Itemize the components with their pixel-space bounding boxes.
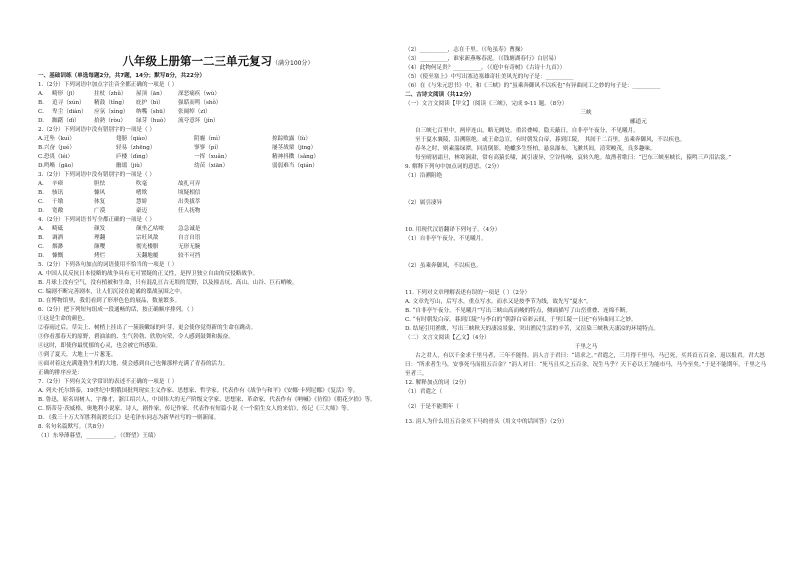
option-line: B. 月球上没有空气，没有植被和生命，只有混乱亘古无垠的荒野，以及撞击坑、高山、山谷、巨石峭峻。	[38, 280, 298, 286]
option-cell: 一挥（xuǎn）	[194, 154, 231, 160]
question-4-options	[38, 225, 398, 261]
option-cell: 理翻	[94, 235, 106, 241]
option-cell: 吹毫	[136, 181, 148, 187]
passage-line: 春冬之时，则素湍绿潭，回清倒影。绝巘多生怪柏，悬泉瀑布，飞漱其间，清荣峻茂，良多趣味。	[415, 146, 656, 152]
option-cell: D.	[38, 208, 45, 214]
option-row	[38, 117, 398, 126]
page-title	[38, 53, 398, 69]
question-9-1: （1）沿溯阻绝	[405, 173, 443, 179]
sentence-item: ⑥面对着这充满蓬勃生机的大地，使会感到自己也像那样充满了青春的活力。	[38, 361, 229, 367]
option-cell: 弱弱难当（qián）	[272, 163, 318, 169]
option-line: D. 结尾引用渔歌，写出三峡秋天的凄凉景象，突出渔民生活的辛苦，又渲染三峡秋天凄凉的环境特点。	[405, 326, 659, 332]
option-cell: 天翻地覆	[136, 253, 159, 259]
option-cell: A.	[38, 226, 44, 232]
option-cell: 颜发	[94, 226, 106, 232]
option-cell: A.迁坠（kuì）	[38, 136, 75, 142]
option-cell: 踟躇（dì）	[52, 118, 80, 124]
passage-title-sanxia: 三峡	[580, 110, 592, 116]
option-cell: 纳嘴（shū）	[136, 109, 169, 115]
passage-author: 郦道元	[630, 119, 647, 125]
option-cell: 胆怯	[94, 181, 106, 187]
question-11-options	[405, 298, 767, 334]
option-cell: 庇护（bì）	[136, 100, 164, 106]
option-cell: 流夸意坏（jìn）	[178, 118, 219, 124]
question-2: 2.（2分）下列词语中没有错别字的一项是（ ）	[38, 127, 155, 133]
option-cell: C.恐畏（léi）	[38, 154, 74, 160]
sentence-item: ③你看那春天的原野，碧油油的、生气勃勃、欣欣向荣，令人感到鼓舞和振奋。	[38, 334, 234, 340]
question-12-1: （1）君遣之（	[405, 389, 443, 395]
option-cell: 骇讯	[52, 190, 64, 196]
option-row	[38, 207, 398, 216]
question-1-options	[38, 90, 398, 126]
title-score: （满分100分）	[272, 60, 314, 67]
option-cell: 千墩	[52, 199, 64, 205]
option-row	[38, 135, 398, 144]
question-11: 11. 下列对文章理解表述有误的一项是（ ）（2分）	[405, 290, 531, 296]
option-cell: 强聒而鸣（shǒ）	[178, 100, 222, 106]
option-cell: B.	[38, 190, 44, 196]
option-row	[38, 144, 398, 153]
option-line: B. 鲁迅，原名周树人，字豫才，浙江绍兴人，中国伟大的无产阶级文学家、思想家、革命家，代表作有《呐喊》《彷徨》《朝花夕拾》等。	[38, 397, 376, 403]
option-cell: 屋顶（ān）	[136, 91, 166, 97]
passage-line: 至于夏水襄陵，沿溯阻绝。或王命急宣，有时朝发白帝，暮到江陵， 其间千二百里，虽乘奔御风，不以疾也。	[415, 137, 686, 143]
dictation-line: （4）此物何足贵？__________。（《庭中有奇树》《古诗十九首》）	[405, 65, 566, 71]
option-cell: C.	[38, 244, 44, 250]
option-cell: 较不可挡	[178, 253, 201, 259]
option-cell: 拄杖（zhǔ）	[94, 91, 127, 97]
option-row	[38, 99, 398, 108]
question-4: 4.（2分）下列词语书写全都正确的一项是（ ）	[38, 217, 155, 223]
question-13: 13. 涓人为什么用五百金买下马的骨头（用文中的话回答）（2分）	[405, 419, 568, 425]
option-line: C. 斯蒂芬·茨威格，奥地利小说家、诗人，剧作家，传记作家。代表作有短篇小说《一个陌生女人的来信》，传记《三大师》等。	[38, 406, 353, 412]
option-cell: 张阔绰（zī）	[178, 109, 211, 115]
option-cell: 绿芽（huò）	[136, 118, 169, 124]
option-cell: 自言自语	[178, 235, 201, 241]
option-cell: 体复	[94, 199, 106, 205]
option-row	[38, 189, 398, 198]
sentence-item: ④这时，即使你最忧郁的心灵，也会被它所感染。	[38, 343, 162, 349]
passage-paragraph: 古之君人，有以千金求千里马者，三年不能得。涓人言于君曰：“请求之。”君遣之，三月得千里马，马已死，买其首五百金，返以报君。君大怒曰：“所求者生马，安事死马而捐五百金？”涓人对曰：“死马且买之五百金，况生马乎？天下必以王为能市马，马今至矣。”于是不能期年，千里之马至者三。	[405, 353, 767, 377]
question-10-1: （1）自非亭午夜分，不见曦月。	[405, 236, 487, 242]
option-row	[38, 252, 398, 261]
option-cell: 出类拔萃	[178, 199, 201, 205]
option-line: A. 中国人民反抗日本侵略的战争具有无可置疑的正义性，是捍卫独立自由的反侵略战争。	[38, 271, 259, 277]
question-1: 1.（2分）下列词语中加点字注音全都正确的一项是（ ）	[38, 82, 178, 88]
question-8-1: （1）东皋薄暮望，__________。（《野望》王绩）	[38, 433, 160, 439]
option-cell: 深恶痛疾（wù）	[178, 91, 220, 97]
option-cell: 轻易（zhēng）	[116, 145, 156, 151]
option-line: A. 文章先写山，后写水，重点写水。而水又是按季节为线，故先写“夏水”。	[405, 299, 592, 305]
option-cell: 颠嘤	[94, 244, 106, 250]
option-row	[38, 108, 398, 117]
sentence-item: ⑤到了夏天，大地上一片葱茏。	[38, 352, 117, 358]
option-row	[38, 153, 398, 162]
dictation-lines	[405, 46, 767, 91]
option-row	[38, 198, 398, 207]
option-cell: 故扎可弄	[178, 181, 201, 187]
passage-sanxia	[405, 127, 767, 163]
option-cell: 调洒	[52, 235, 64, 241]
option-cell: 畸砥	[52, 226, 64, 232]
title-main: 八年级上册第一二三单元复习	[122, 54, 273, 68]
option-line: C. “有时朝发白帝，暮到江陵”与李白的“朝辞白帝彩云间，千里江陵一日还”有异曲同工之妙。	[405, 317, 637, 323]
option-cell: 无形无腕	[178, 244, 201, 250]
option-cell: 翅膀（qiào）	[116, 136, 151, 142]
question-5: 5.（2分）下列各句加点的词语使用不恰当的一项是（ ）	[38, 262, 178, 268]
question-6: 6.（2分）把下列短句组成一段通畅的话，按正确顺序排列。（ ）	[38, 307, 197, 313]
option-cell: 烤烂	[94, 253, 106, 259]
option-cell: 拾熟（ròu）	[94, 118, 127, 124]
option-row	[38, 180, 398, 189]
option-cell: B.	[38, 100, 44, 106]
question-7: 7.（2分）下列有关文学常识的表述不正确的一项是（ ）	[38, 379, 178, 385]
option-cell: 急急诚是	[178, 226, 201, 232]
option-cell: 嗜欺	[136, 190, 148, 196]
question-8: 8. 名句名篇默写。（共8分）	[38, 424, 108, 430]
section-basic-training: 一、基础训练（单选每题2分，共7题，14分；默写8分，共22分）	[38, 73, 206, 79]
option-cell: 应氛（xìng）	[94, 109, 129, 115]
option-cell: 卑尘（diàn）	[52, 109, 87, 115]
passage-line: 每至晴初霜旦，林寒涧肃，常有高猿长啸，属引凄异，空谷传响，哀转久绝。故渔者歌曰：“巴东三峡巫峡长，猿鸣三声泪沾裳。”	[415, 155, 732, 161]
option-line: C. 编剧不断完善剧本，让人们沉浸在诡谲的谍战氛围之中。	[38, 289, 186, 295]
question-7-options	[38, 387, 398, 423]
dictation-line: （2）__________，志在千里。（《龟虽寿》曹操）	[405, 47, 527, 53]
option-cell: 屡茎战栗（jīng）	[272, 145, 317, 151]
dictation-line: （3）__________，谁家新燕啄春泥。（《钱塘湖春行》白居易）	[405, 56, 560, 62]
question-6-items	[38, 315, 398, 369]
option-cell: 彻光楼腊	[136, 244, 159, 250]
option-cell: 幽谧（jiù）	[116, 163, 146, 169]
option-cell: 追寻（xún）	[52, 100, 85, 106]
option-row	[38, 162, 398, 171]
question-10: 10. 用现代汉语翻译下列句子。（4分）	[405, 227, 501, 233]
option-cell: A.	[38, 91, 44, 97]
question-5-options	[38, 270, 398, 306]
option-cell: 掠踪败露（lù）	[272, 136, 311, 142]
option-cell: 宗旺风敌	[136, 235, 159, 241]
question-9: 9. 解释下列句中加点词的意思。（2分）	[405, 164, 503, 170]
option-row	[38, 243, 398, 252]
option-cell: 阴霾（mì）	[194, 136, 224, 142]
question-9-2: （2）属引凄异	[405, 200, 443, 206]
option-cell: 烟渺	[52, 244, 64, 250]
option-row	[38, 234, 398, 243]
section-classical-reading: 二、古诗文阅读（共12分）	[405, 92, 475, 98]
right-column	[405, 46, 767, 427]
question-3-options	[38, 180, 398, 216]
option-cell: D.	[38, 118, 45, 124]
option-cell: 庐楼（dìng）	[116, 154, 151, 160]
question-2-options	[38, 135, 398, 171]
option-cell: 畸形（jī）	[52, 91, 78, 97]
option-line: D. 《我三十万大军胜利南渡长江》是毛泽东同志为新华社写的一则新闻。	[38, 415, 220, 421]
passage-title-qianma: 千里之马	[574, 344, 598, 350]
option-cell: 精神抖擞（sǎng）	[272, 154, 319, 160]
option-cell: 辛瘴	[52, 181, 64, 187]
option-cell: 任人抚物	[178, 208, 201, 214]
option-cell: B.	[38, 235, 44, 241]
option-cell: D.鸣啭（gāo）	[38, 163, 77, 169]
option-cell: C.	[38, 199, 44, 205]
passage-qianma	[405, 352, 767, 379]
option-cell: D.	[38, 253, 45, 259]
option-cell: 豪迈	[136, 208, 148, 214]
option-cell: A.	[38, 181, 44, 187]
option-cell: 颠坐乙咕哝	[136, 226, 164, 232]
left-column	[38, 72, 398, 441]
option-cell: C.	[38, 109, 44, 115]
option-cell: 慷慨	[52, 253, 64, 259]
option-cell: 寥寥（pí）	[194, 145, 222, 151]
question-12-2: （2）于是不能期年（	[405, 404, 459, 410]
option-row	[38, 90, 398, 99]
option-cell: 慧娇	[136, 199, 148, 205]
option-cell: B.兴奋（jué）	[38, 145, 75, 151]
passage-line: 自三峡七百里中，两岸连山，略无阙处。重岩叠嶂，隐天蔽日，自非亭午夜分，不见曦月。	[415, 128, 639, 134]
option-line: B. “自非亭午夜分，不见曦月”写出三峡山高而峻的特点，侧面描写了山峦重叠、连绵不断。	[405, 308, 631, 314]
question-12: 12. 解释加点的词（2分）	[405, 380, 470, 386]
option-cell: 幼苗（xiān）	[194, 163, 229, 169]
question-10-2: （2）虽乘奔御风，不以疾也。	[405, 263, 482, 269]
reading-part-2-heading: （二）文言文阅读【乙文】（4分）	[405, 335, 490, 341]
option-cell: 精鼓（tǐng）	[94, 100, 128, 106]
question-6-answer: 正确的排序应是：	[38, 370, 83, 376]
sentence-item: ②春雨过后，草尖上、树梢上挂出了一簇簇嫩绿的叶芽，更会使你觉得新的生命在跳动。	[38, 325, 257, 331]
option-cell: 广漠	[94, 208, 106, 214]
sentence-item: ①这是生命的颜色。	[38, 316, 89, 322]
option-line: D. 在博物馆里，我们看到了形形色色的展品，数量繁多。	[38, 298, 181, 304]
option-cell: 顷疑相信	[178, 190, 201, 196]
option-cell: 慷风	[94, 190, 106, 196]
dictation-line: （5）《使至塞上》中写出塞边塞雄奇壮美风光的句子是：__________	[405, 74, 574, 80]
dictation-line: （6）在《与朱元思书》中，和《三峡》的“虽乘奔御风不以疾也”有异曲同工之妙的句子是：__________	[405, 83, 661, 89]
option-row	[38, 225, 398, 234]
option-cell: 宽敞	[52, 208, 64, 214]
reading-part-1-heading: （一）文言文阅读【甲文】（阅读《三峡》，完成 9-11 题。（8分）	[405, 101, 568, 107]
option-line: A. 列夫·托尔斯泰，19世纪中期俄国批判现实主义作家、思想家、哲学家。代表作有《战争与和平》《安娜·卡列尼娜》《复活》等。	[38, 388, 359, 394]
question-3: 3.（2分）下列词语中没有错别字的一项是（ ）	[38, 172, 155, 178]
